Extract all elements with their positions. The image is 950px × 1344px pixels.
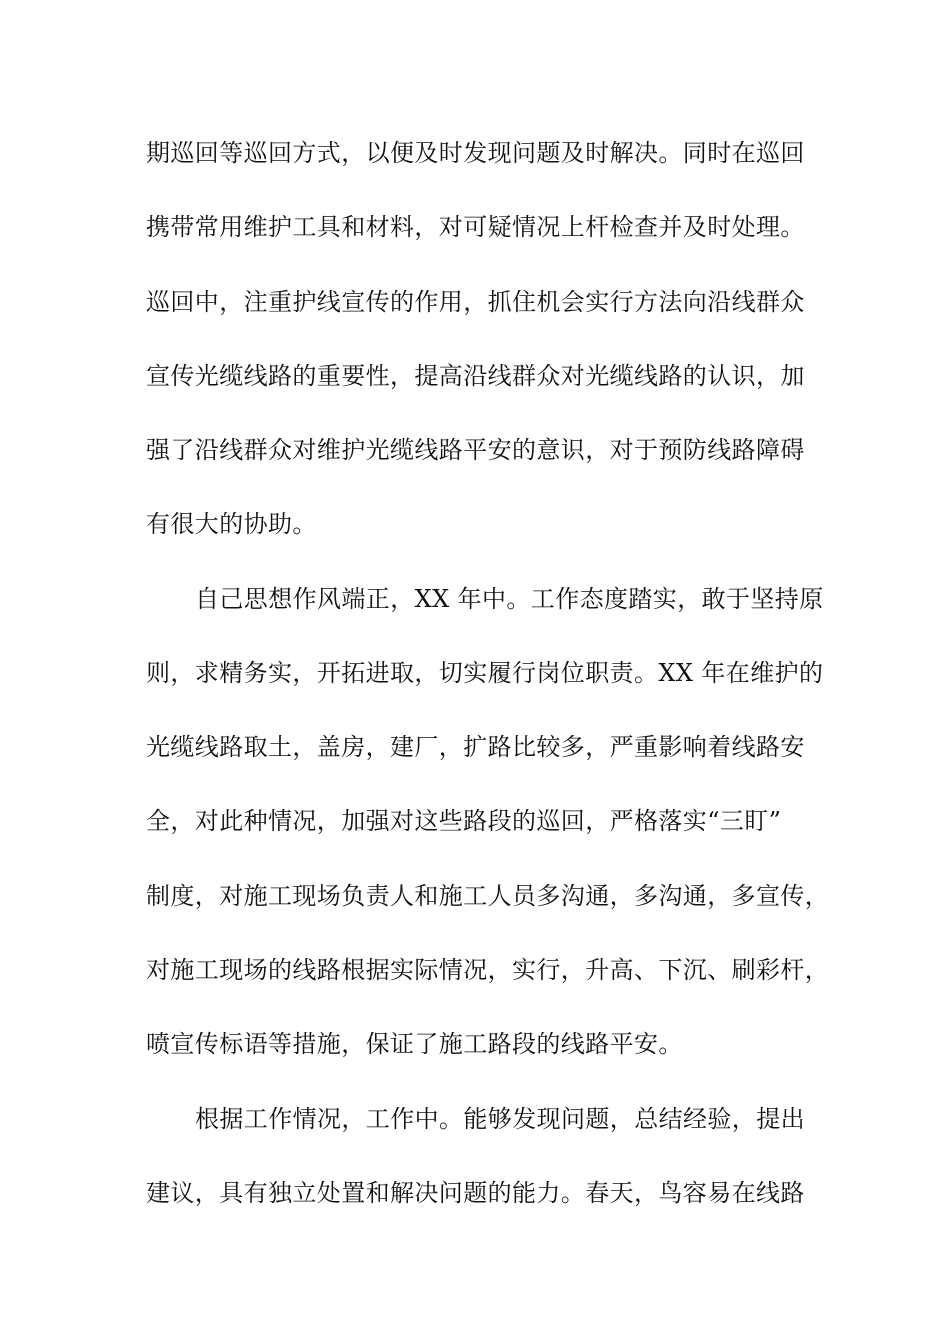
text-line: 强了沿线群众对维护光缆线路平安的意识，对于预防线路障碍 <box>146 436 805 464</box>
text-line: 全，对此种情况，加强对这些路段的巡回，严格落实“三盯” <box>146 807 782 835</box>
text-line: 巡回中，注重护线宣传的作用，抓住机会实行方法向沿线群众 <box>146 288 805 316</box>
text-line: 光缆线路取土，盖房，建厂，扩路比较多，严重影响着线路安 <box>146 733 805 761</box>
text-line: 期巡回等巡回方式，以便及时发现问题及时解决。同时在巡回 <box>146 139 805 167</box>
text-line: 对施工现场的线路根据实际情况，实行，升高、下沉、刷彩杆， <box>146 956 830 984</box>
paragraph-first-line: 自己思想作风端正，XX 年中。工作态度踏实，敢于坚持原 <box>195 585 824 613</box>
text-line: 则，求精务实，开拓进取，切实履行岗位职责。XX 年在维护的 <box>146 659 824 687</box>
text-line: 宣传光缆线路的重要性，提高沿线群众对光缆线路的认识，加 <box>146 362 805 390</box>
text-line: 有很大的协助。 <box>146 510 317 538</box>
paragraph-first-line: 根据工作情况，工作中。能够发现问题，总结经验，提出 <box>195 1105 805 1133</box>
text-line: 制度，对施工现场负责人和施工人员多沟通，多沟通，多宣传， <box>146 882 830 910</box>
text-line: 喷宣传标语等措施，保证了施工路段的线路平安。 <box>146 1030 683 1058</box>
text-line: 携带常用维护工具和材料，对可疑情况上杆检查并及时处理。 <box>146 213 805 241</box>
text-line: 建议，具有独立处置和解决问题的能力。春天，鸟容易在线路 <box>146 1179 805 1207</box>
